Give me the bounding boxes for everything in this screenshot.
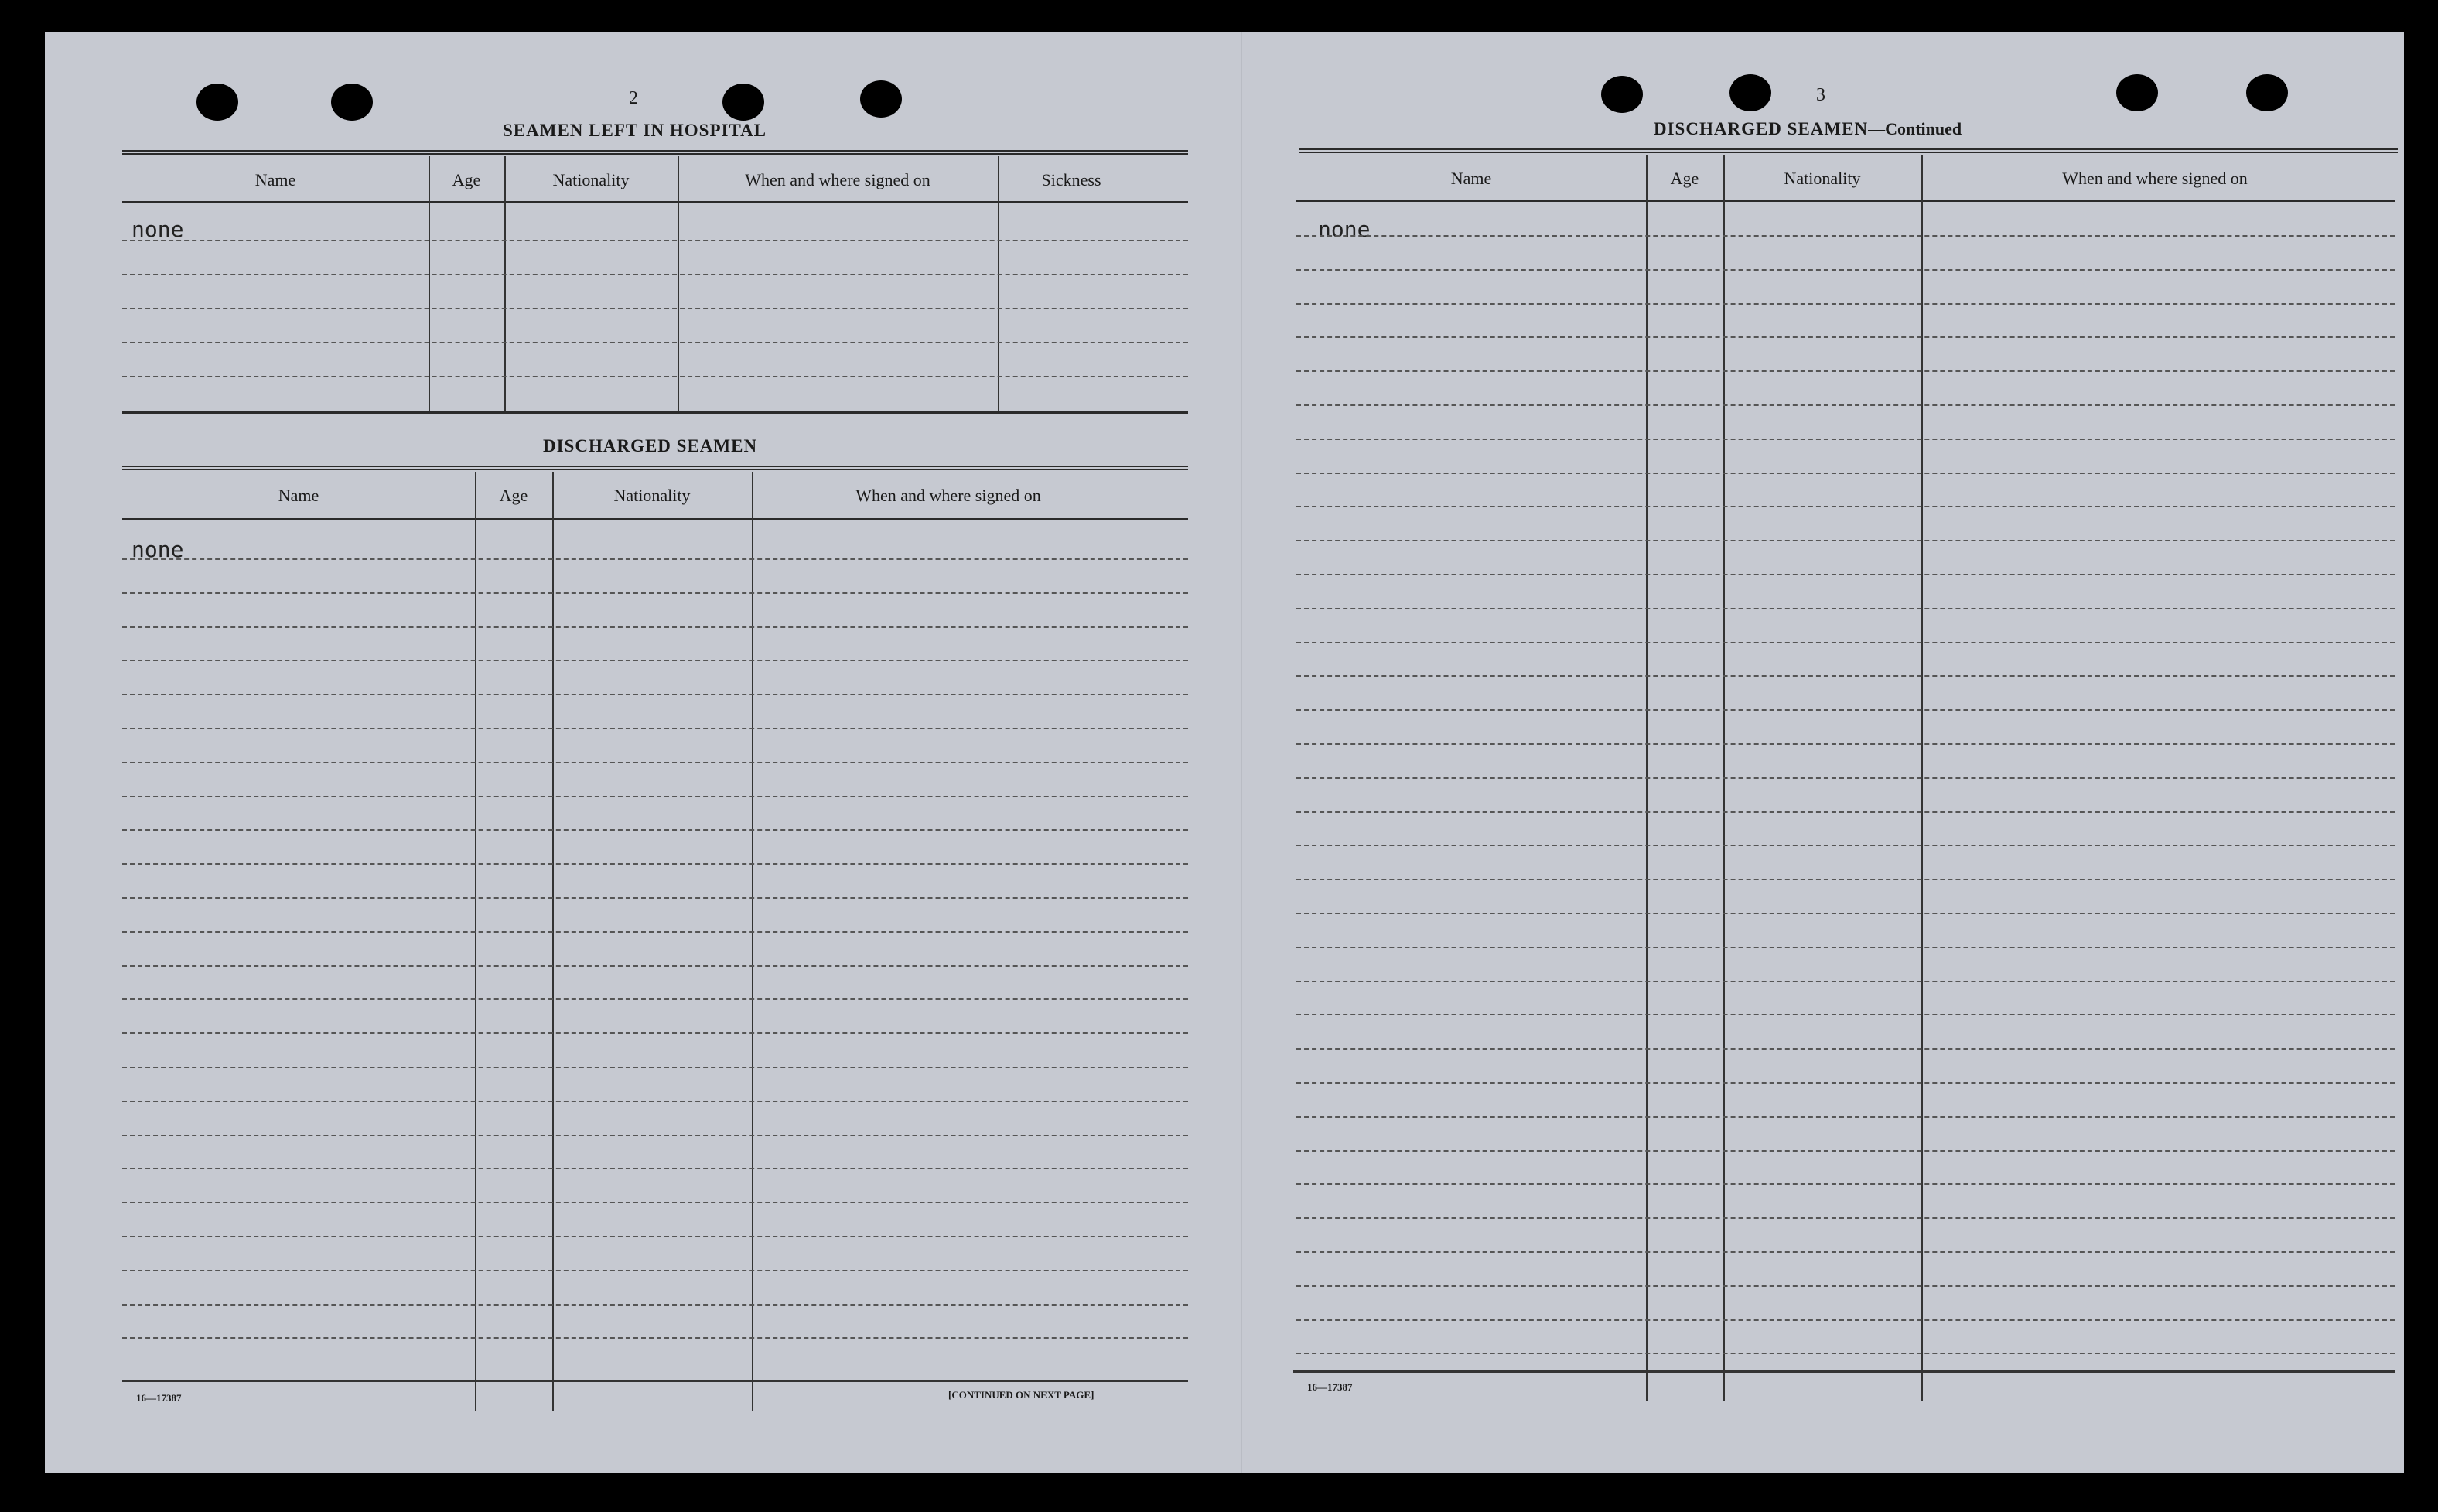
table-row-rule — [1296, 1048, 2395, 1050]
table-row-rule — [1296, 845, 2395, 846]
table-row-rule — [122, 829, 1188, 831]
hospital-col-divider — [998, 156, 999, 411]
hospital-bottom-rule — [122, 411, 1188, 414]
table-row-rule — [122, 558, 1188, 560]
discharged-entry: none — [131, 537, 184, 562]
table-row-rule — [1296, 1319, 2395, 1321]
table-row-rule — [122, 1135, 1188, 1136]
punch-hole — [1601, 76, 1643, 113]
table-row-rule — [1296, 709, 2395, 711]
hospital-col-divider — [429, 156, 430, 411]
table-row-rule — [122, 965, 1188, 967]
table-row-rule — [1296, 370, 2395, 372]
table-row-rule — [122, 863, 1188, 865]
table-row-rule — [122, 1337, 1188, 1339]
hospital-section-title: SEAMEN LEFT IN HOSPITAL — [503, 121, 767, 140]
punch-hole — [722, 84, 764, 121]
table-row-rule — [1296, 1251, 2395, 1253]
table-row-rule — [122, 728, 1188, 729]
hospital-row-rule — [122, 308, 1188, 309]
punch-hole — [196, 84, 238, 121]
table-row-rule — [1296, 1150, 2395, 1152]
discharged-col-signed-on: When and where signed on — [855, 486, 1041, 505]
discharged-title-rule — [122, 466, 1188, 470]
right-col-signed-on: When and where signed on — [2062, 169, 2248, 188]
table-row-rule — [122, 1032, 1188, 1034]
form-number-left: 16—17387 — [136, 1392, 182, 1404]
hospital-entry: none — [131, 217, 184, 242]
discharged-continued-title-suffix: —Continued — [1868, 119, 1962, 138]
table-row-rule — [1296, 777, 2395, 779]
table-row-rule — [122, 998, 1188, 1000]
table-row-rule — [122, 1101, 1188, 1102]
table-row-rule — [122, 1202, 1188, 1203]
table-row-rule — [122, 931, 1188, 933]
hospital-row-rule — [122, 342, 1188, 343]
table-row-rule — [1296, 608, 2395, 609]
table-row-rule — [1296, 473, 2395, 474]
table-row-rule — [122, 1270, 1188, 1271]
hospital-col-sickness: Sickness — [1041, 170, 1101, 189]
punch-hole — [2116, 74, 2158, 111]
table-row-rule — [1296, 506, 2395, 507]
table-row-rule — [122, 1236, 1188, 1237]
table-row-rule — [1296, 675, 2395, 677]
punch-hole — [2246, 74, 2288, 111]
punch-hole — [1729, 74, 1771, 111]
discharged-col-name: Name — [278, 486, 319, 505]
table-row-rule — [1296, 1082, 2395, 1084]
table-row-rule — [122, 592, 1188, 594]
discharged-col-nationality: Nationality — [613, 486, 691, 505]
form-sheet — [45, 32, 2404, 1473]
right-entry: none — [1318, 217, 1371, 242]
table-row-rule — [1296, 1285, 2395, 1287]
table-row-rule — [122, 1304, 1188, 1306]
right-col-name: Name — [1450, 169, 1492, 188]
continued-note: [CONTINUED ON NEXT PAGE] — [948, 1389, 1094, 1401]
table-row-rule — [1296, 303, 2395, 305]
table-row-rule — [122, 897, 1188, 899]
right-col-age: Age — [1670, 169, 1699, 188]
table-row-rule — [1296, 574, 2395, 575]
table-row-rule — [1296, 1183, 2395, 1185]
table-row-rule — [1296, 235, 2395, 237]
table-row-rule — [1296, 1116, 2395, 1118]
table-row-rule — [122, 1067, 1188, 1068]
page-number-right: 3 — [1816, 85, 1825, 105]
table-row-rule — [122, 762, 1188, 763]
discharged-col-age: Age — [499, 486, 528, 505]
table-row-rule — [1296, 540, 2395, 541]
page-fold — [1241, 32, 1242, 1473]
hospital-row-rule — [122, 376, 1188, 377]
table-row-rule — [1296, 439, 2395, 440]
hospital-row-rule — [122, 274, 1188, 275]
table-row-rule — [1296, 879, 2395, 880]
page-number-left: 2 — [629, 88, 638, 108]
table-row-rule — [1296, 642, 2395, 643]
right-header-rule — [1296, 200, 2395, 202]
hospital-header-rule — [122, 201, 1188, 203]
discharged-continued-title-main: DISCHARGED SEAMEN — [1654, 119, 1869, 138]
table-row-rule — [1296, 981, 2395, 982]
table-row-rule — [1296, 269, 2395, 271]
table-row-rule — [122, 660, 1188, 661]
right-bottom-rule — [1293, 1370, 2395, 1373]
discharged-header-rule — [122, 518, 1188, 520]
table-row-rule — [1296, 1353, 2395, 1354]
table-row-rule — [1296, 1014, 2395, 1015]
hospital-col-name: Name — [254, 170, 296, 189]
table-row-rule — [122, 796, 1188, 797]
table-row-rule — [1296, 1217, 2395, 1219]
table-row-rule — [1296, 404, 2395, 406]
table-row-rule — [122, 1168, 1188, 1169]
table-row-rule — [1296, 947, 2395, 948]
hospital-col-signed-on: When and where signed on — [745, 170, 930, 189]
discharged-continued-title — [1654, 119, 1962, 139]
table-row-rule — [1296, 336, 2395, 338]
right-col-nationality: Nationality — [1784, 169, 1861, 188]
hospital-col-age: Age — [452, 170, 481, 189]
hospital-col-divider — [504, 156, 506, 411]
table-row-rule — [122, 626, 1188, 628]
hospital-col-divider — [678, 156, 679, 411]
table-row-rule — [1296, 811, 2395, 813]
punch-hole — [860, 80, 902, 118]
discharged-section-title: DISCHARGED SEAMEN — [543, 436, 758, 456]
table-row-rule — [1296, 913, 2395, 914]
hospital-col-nationality: Nationality — [552, 170, 630, 189]
table-row-rule — [1296, 743, 2395, 745]
table-row-rule — [122, 694, 1188, 695]
hospital-row-rule — [122, 240, 1188, 241]
form-number-right: 16—17387 — [1307, 1381, 1353, 1393]
punch-hole — [331, 84, 373, 121]
right-title-rule — [1299, 148, 2398, 153]
discharged-bottom-rule — [122, 1380, 1188, 1382]
hospital-title-rule — [122, 150, 1188, 155]
